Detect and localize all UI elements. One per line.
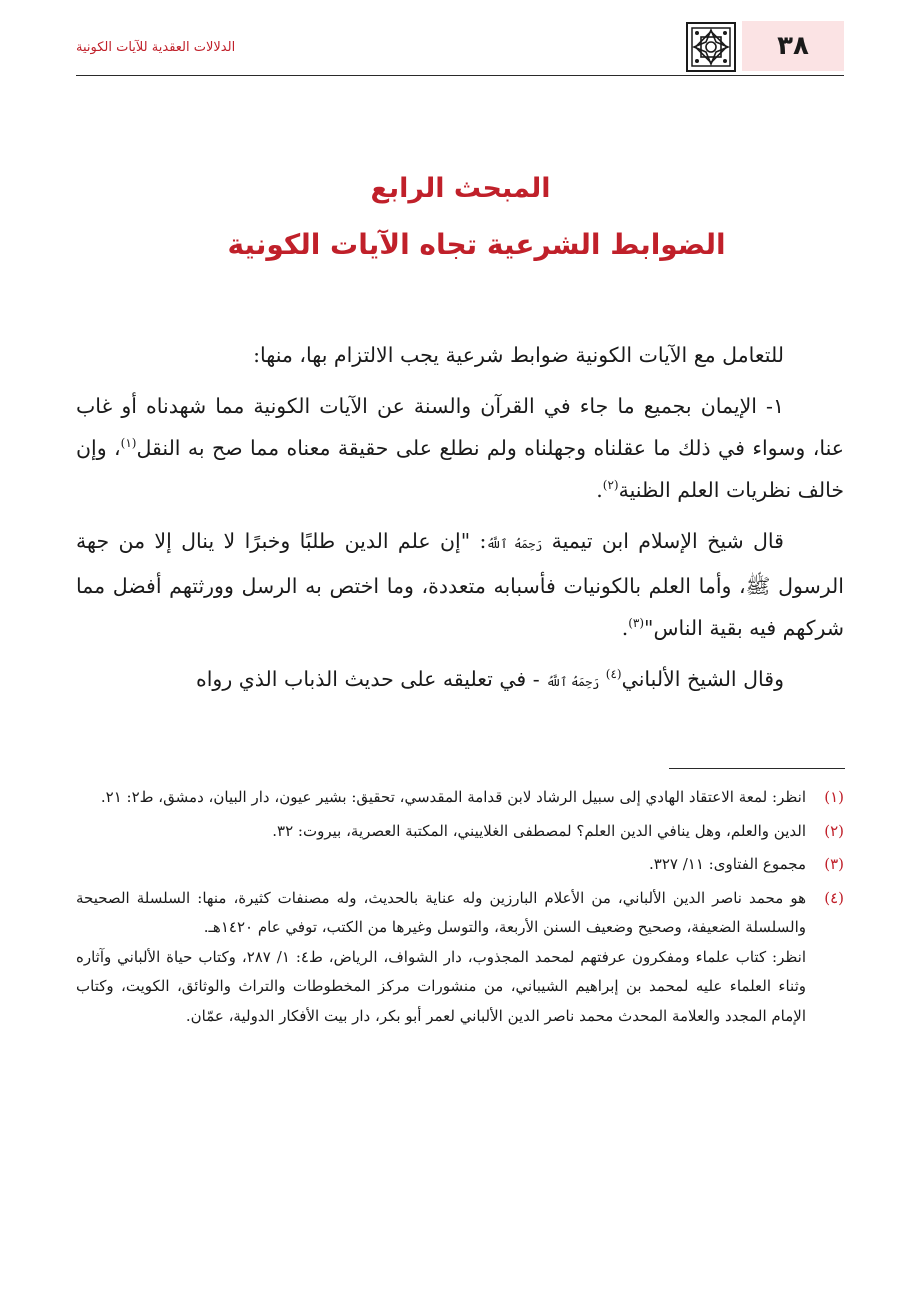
- footnote-4-text: هو محمد ناصر الدين الألباني، من الأعلام البارزين وله عناية بالحديث، وله مصنفات كثيرة، منها: السلسلة الصحيحة والسلسلة الضعيفة، وصحيح وضعيف السنن الأربعة، والتوسل وغيرها من الكتب، توفي عام ١٤٢٠هـ.: [76, 888, 806, 936]
- honorific-glyph: رَحِمَهُ ٱللَّهُ: [486, 537, 543, 551]
- islamic-geometric-ornament-icon: [686, 22, 736, 72]
- footnote-marker: (١): [824, 788, 844, 806]
- footnote-ref-2[interactable]: (٢): [602, 478, 619, 493]
- footnote-ref-1[interactable]: (١): [120, 436, 137, 451]
- quote-1-intro: قال شيخ الإسلام ابن تيمية: [551, 529, 784, 553]
- point-1-text: ١- الإيمان بجميع ما جاء في القرآن والسنة عن الآيات الكونية مما شهدناه أو غاب عنا، وسواء في ذلك ما عقلناه وجهلناه ولم نطلع على حقيقة معناه مما صح به النقل: [76, 394, 844, 460]
- quote-1-paragraph: [76, 520, 844, 649]
- paragraph-3: [76, 658, 844, 703]
- footnote-marker: (٤): [824, 888, 844, 907]
- footnote-ref-3[interactable]: (٣): [628, 616, 645, 631]
- footnote-item: [76, 884, 844, 1032]
- page-header: [76, 18, 844, 76]
- footnote-ref-4[interactable]: (٤): [605, 667, 622, 682]
- main-body: [76, 334, 844, 712]
- footnote-text: الدين والعلم، وهل ينافي الدين العلم؟ لمصطفى الغلاييني، المكتبة العصرية، بيروت: ٣٢.: [272, 821, 806, 840]
- footnote-item: [76, 817, 844, 847]
- paragraph-3-text: - في تعليقه على حديث الذباب الذي رواه: [196, 667, 540, 691]
- quote-1-end: .: [621, 616, 629, 640]
- footnote-marker: (٣): [824, 855, 844, 873]
- intro-text: للتعامل مع الآيات الكونية ضوابط شرعية يجب الالتزام بها، منها:: [253, 343, 784, 367]
- chapter-title: المبحث الرابع: [370, 173, 551, 204]
- point-1-paragraph: [76, 385, 844, 511]
- footnote-text: مجموع الفتاوى: ١١/ ٣٢٧.: [649, 855, 806, 873]
- page-number: ٣٨: [742, 21, 844, 71]
- running-title: الدلالات العقدية للآيات الكونية: [76, 40, 236, 55]
- footnote-text: انظر: لمعة الاعتقاد الهادي إلى سبيل الرشاد لابن قدامة المقدسي، تحقيق: بشير عيون، دار البيان، دمشق، ط٢: ٢١.: [100, 788, 806, 806]
- point-1-end: .: [596, 478, 603, 502]
- footnotes-section: [76, 783, 844, 1035]
- intro-paragraph: [76, 334, 844, 376]
- footnote-4-continuation: انظر: كتاب علماء ومفكرون عرفتهم لمحمد المجذوب، دار الشواف، الرياض، ط٤: ١/ ٢٨٧، وكتاب حياة الألباني وآثاره وثناء العلماء عليه لمحمد بن إبراهيم الشيباني، من منشورات مركز المخطوطات والتراث والوثائق، الكويت، وكتاب الإمام المجدد والعلامة المحدث محمد ناصر الدين الألباني لعمر أبو بكر، دار بيت الأفكار الدولية، عمّان.: [76, 947, 806, 1025]
- header-divider: [76, 75, 844, 76]
- honorific-glyph-2: رَحِمَهُ ٱللَّهُ: [546, 675, 600, 689]
- chapter-subtitle: الضوابط الشرعية تجاه الآيات الكونية: [227, 228, 726, 261]
- point-1-text-b: ، وإن خالف نظريات العلم الظنية: [76, 436, 844, 502]
- paragraph-3-start: وقال الشيخ الألباني: [621, 667, 784, 691]
- quote-1-text: : "إن علم الدين طلبًا وخبرًا لا ينال إلا من جهة الرسول ﷺ، وأما العلم بالكونيات فأسبابه متعددة، وما اختص به الرسل وورثتهم أفضل مما شركهم فيه بقية الناس": [76, 529, 844, 640]
- footnote-item: [76, 783, 844, 813]
- footnote-item: [76, 850, 844, 880]
- footnote-marker: (٢): [824, 821, 844, 840]
- footnote-divider: [669, 768, 845, 769]
- footnote-text: [76, 884, 806, 1032]
